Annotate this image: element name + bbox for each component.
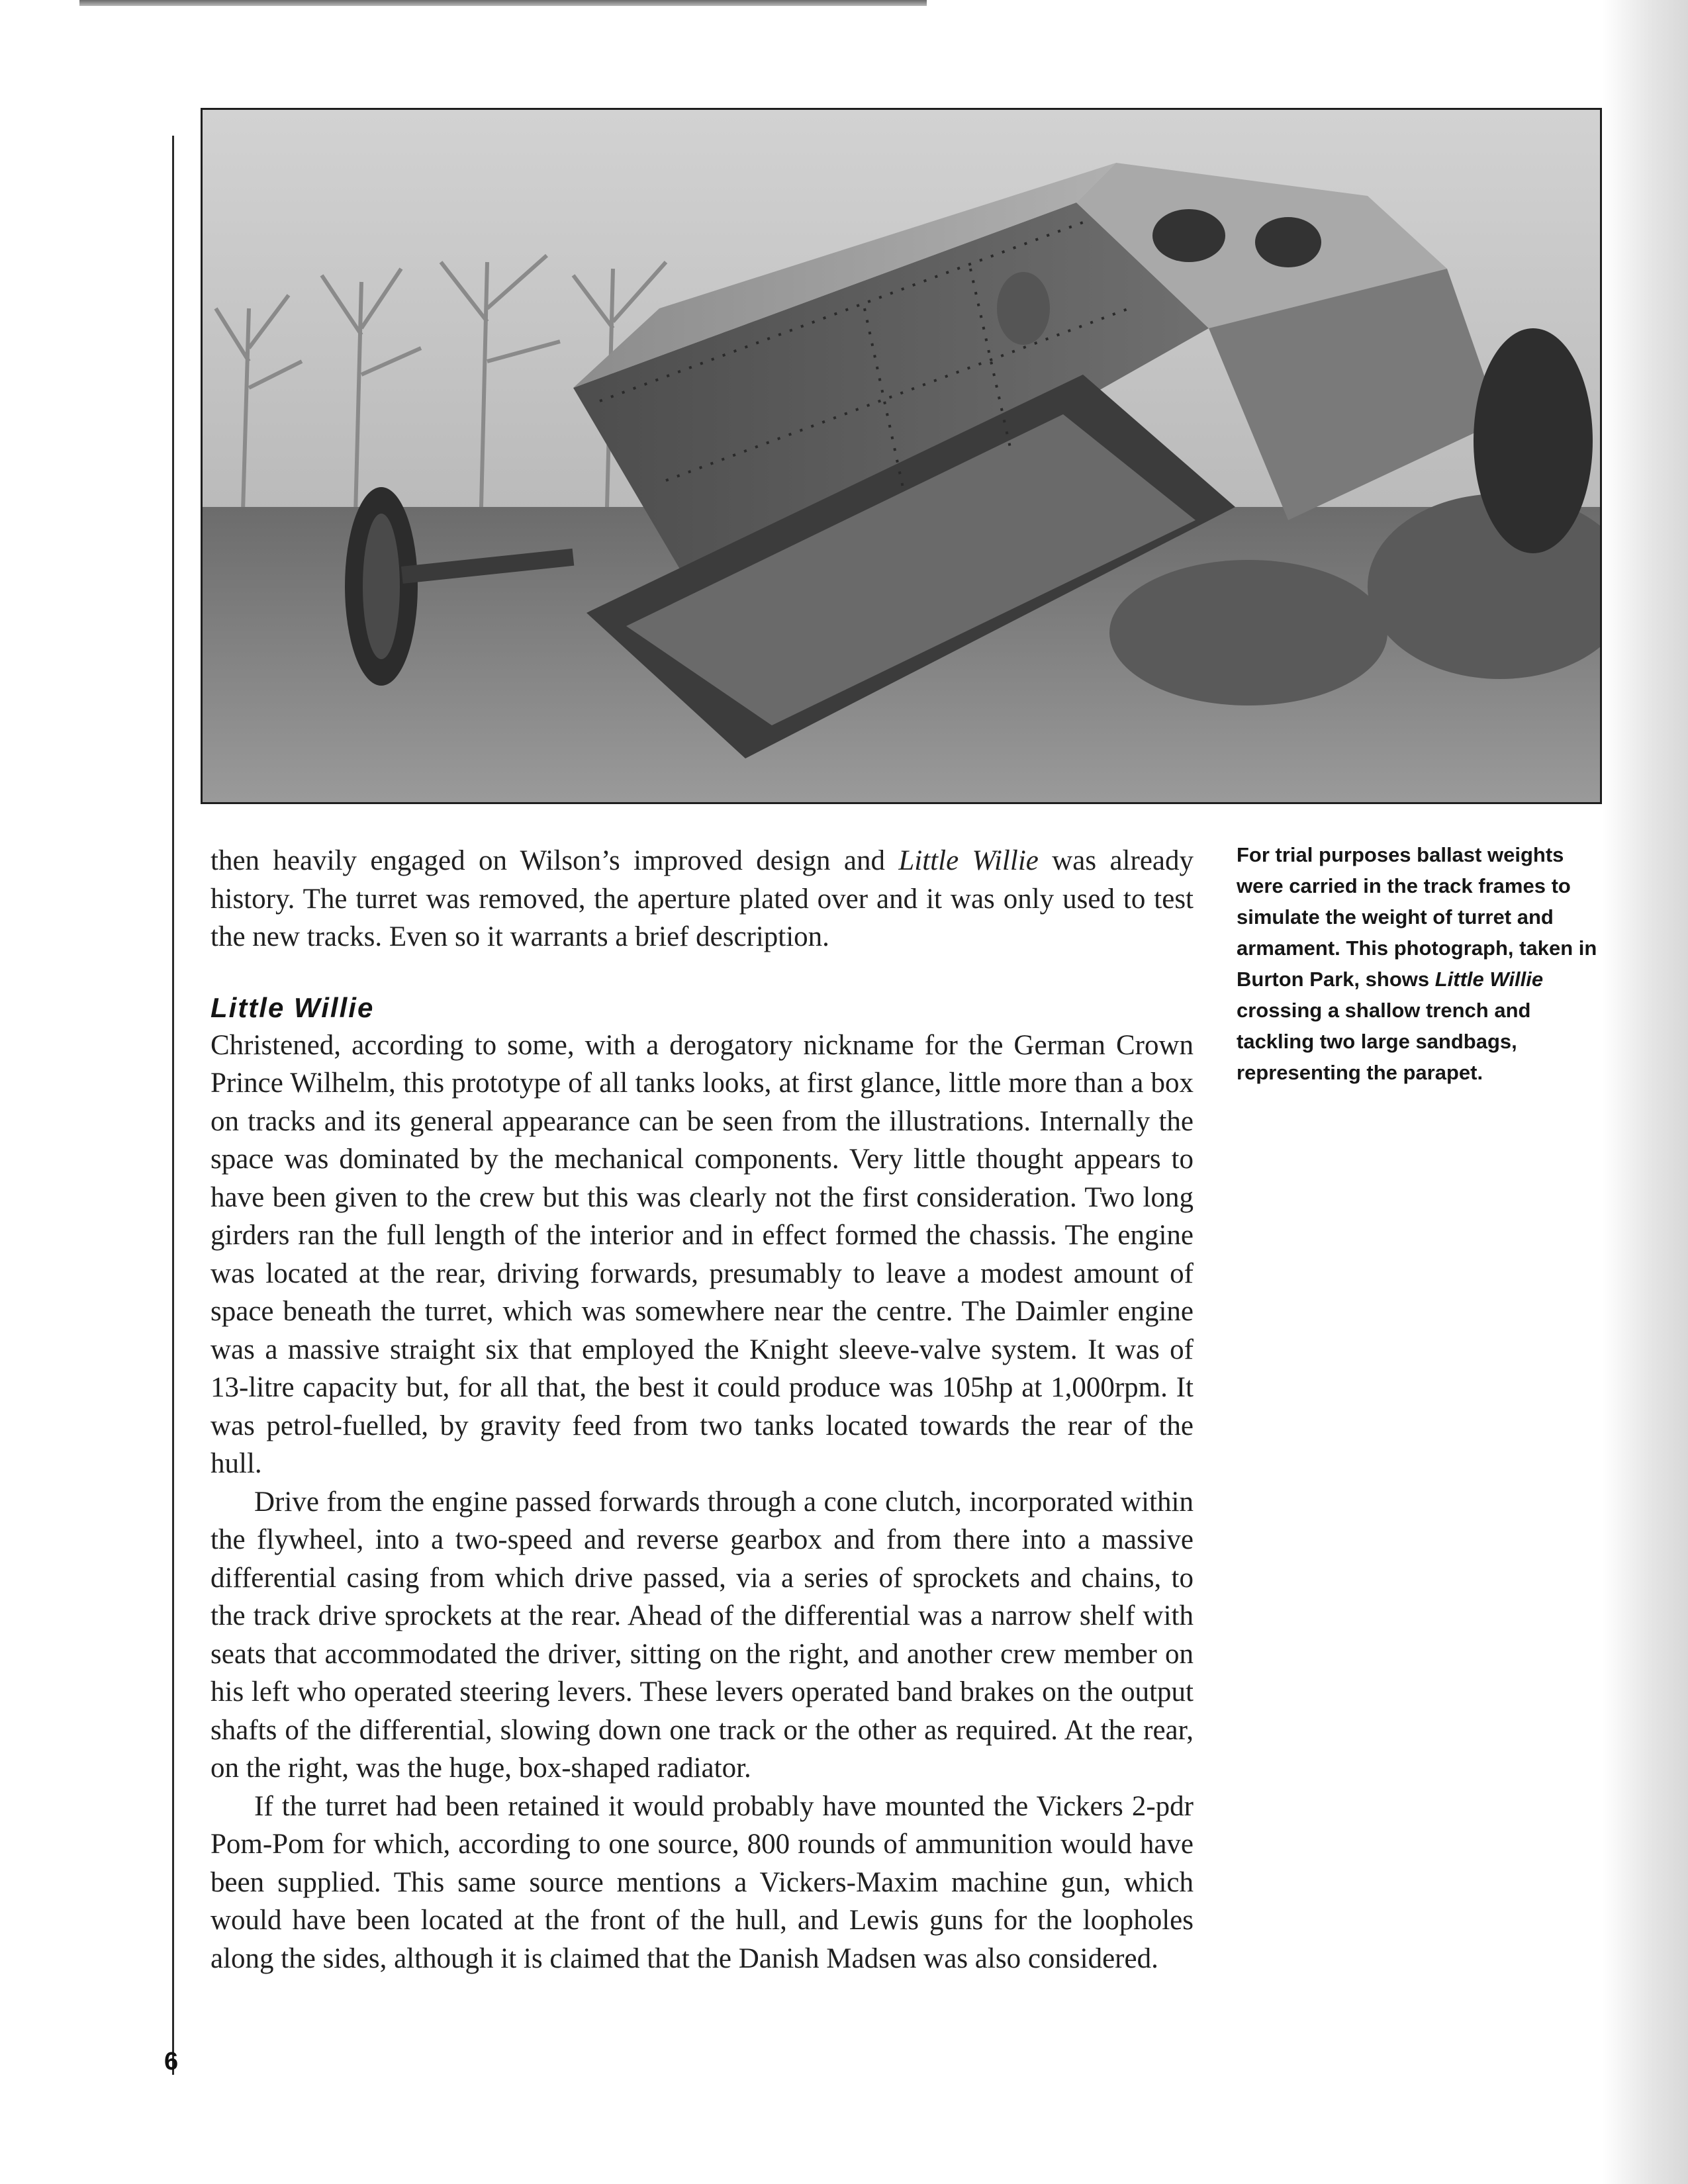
caption-italic-title: Little Willie <box>1434 968 1544 991</box>
photo-caption: For trial purposes ballast weights were carried in the track frames to simulate the weight of turret and armament. This photograph, taken in Burton Park, shows Little Willie crossing a shallow trench and tackling two large sandbags, representing the parapet. <box>1237 843 1597 1084</box>
page-gutter-shadow <box>1602 0 1688 2184</box>
photo-little-willie-tank <box>201 108 1602 804</box>
intro-italic-title: Little Willie <box>898 845 1039 876</box>
page-number: 6 <box>164 2048 179 2075</box>
intro-paragraph: then heavily engaged on Wilson’s improved design and Little Willie was already history. The turret was removed, the aperture plated over and it was only used to test the new tracks. Even so it warrants a brief description. <box>211 845 1194 952</box>
paragraph-2: Drive from the engine passed forwards through a cone clutch, incorporated within the flywheel, into a two-speed and reverse gearbox and from there into a massive differential casing from which drive passed, via a series of sprockets and chains, to the track drive sprockets at the rear. Ahead of the differential was a narrow shelf with seats that accommodated the driver, sitting on the right, and another crew member on his left who operated steering levers. These levers operated band brakes on the output shafts of the differential, slowing down one track or the other as required. At the rear, on the right, was the huge, box-shaped radiator. <box>211 1486 1194 1784</box>
scan-top-edge <box>79 0 927 6</box>
paragraph-3: If the turret had been retained it would probably have mounted the Vickers 2-pdr Pom-Pom for which, according to one source, 800 rounds of ammunition would have been supplied. This same source mentions a Vickers-Maxim machine gun, which would have been located at the front of the hull, and Lewis guns for the loopholes along the sides, although it is claimed that the Danish Madsen was also considered. <box>211 1790 1194 1974</box>
margin-rule <box>172 136 174 2075</box>
paragraph-1: Christened, according to some, with a derogatory nickname for the German Crown Prince Wilhelm, this prototype of all tanks looks, at first glance, little more than a box on tracks and its general appearance can be seen from the illustrations. Internally the space was dominated by the mechanical components. Very little thought appears to have been given to the crew but this was clearly not the first consideration. Two long girders ran the full length of the interior and in effect formed the chassis. The engine was located at the rear, driving forwards, presumably to leave a modest amount of space beneath the turret, which was somewhere near the centre. The Daimler engine was a massive straight six that employed the Knight sleeve-valve system. It was of 13-litre capacity but, for all that, the best it could produce was 105hp at 1,000rpm. It was petrol-fuelled, by gravity feed from two tanks located towards the rear of the hull. <box>211 1029 1194 1479</box>
section-heading: Little Willie <box>211 991 375 1023</box>
main-text-column <box>211 842 1194 1978</box>
